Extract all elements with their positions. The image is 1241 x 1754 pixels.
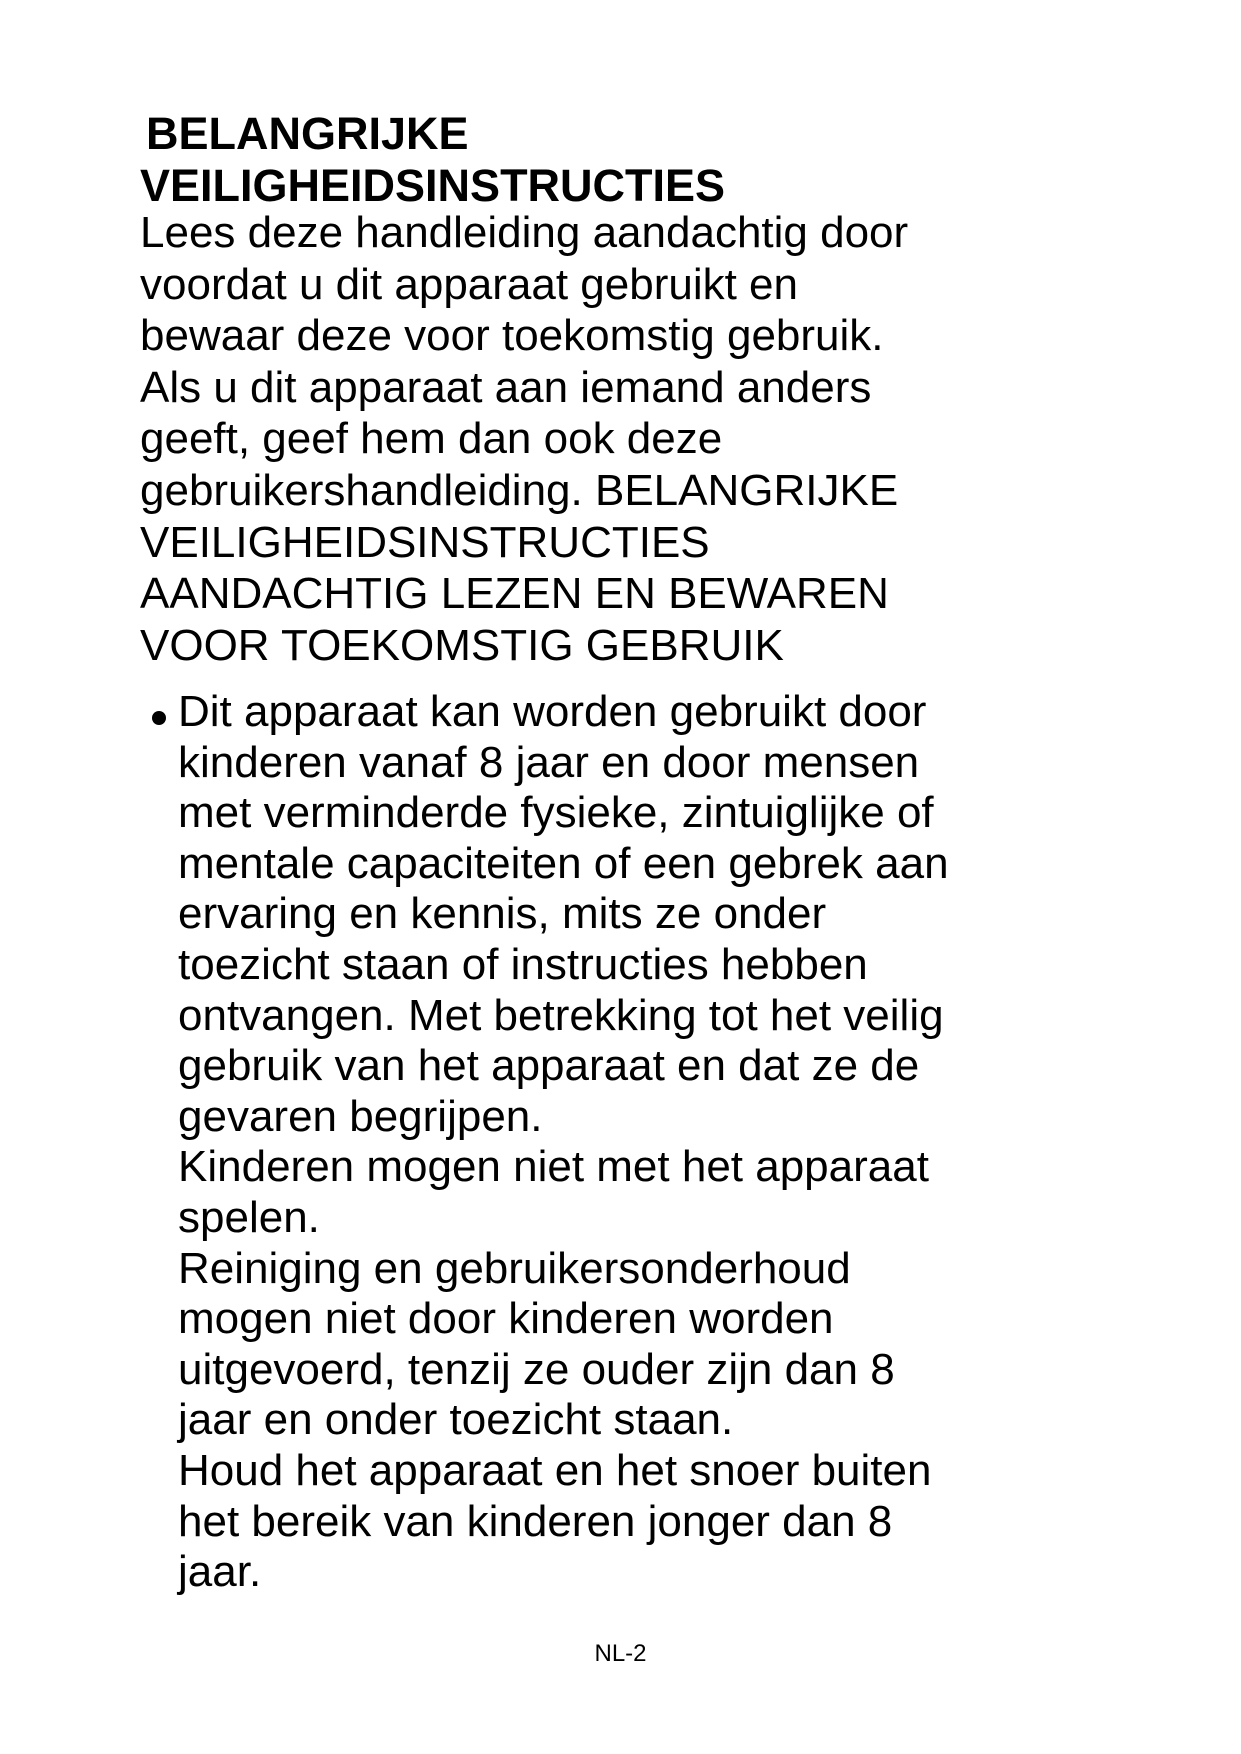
page-number: NL-2 xyxy=(594,1640,647,1667)
bullet-item xyxy=(148,687,1098,1598)
heading-line-1: BELANGRIJKE xyxy=(146,108,469,159)
bullet-paragraph-children-use: Dit apparaat kan worden gebruikt door kinderen vanaf 8 jaar en door mensen met verminderde fysieke, zintuiglijke of mentale capaciteiten of een gebrek aan ervaring en kennis, mits ze onder toezicht staan of instructies hebben ontvangen. Met betrekking tot het veilig gebruik van het apparaat en dat ze de gevaren begrijpen. xyxy=(178,687,949,1141)
intro-paragraph: Lees deze handleiding aandachtig door voordat u dit apparaat gebruikt en bewaar deze voor toekomstig gebruik. Als u dit apparaat aan iemand anders geeft, geef hem dan ook deze gebruikershandleiding. BELANGRIJKE VEILIGHEIDSINSTRUCTIES AANDACHTIG LEZEN EN BEWAREN VOOR TOEKOMSTIG GEBRUIK xyxy=(140,208,909,670)
bullet-paragraph-out-of-reach: Houd het apparaat en het snoer buiten het bereik van kinderen jonger dan 8 jaar. xyxy=(178,1445,932,1597)
bullet-paragraph-cleaning: Reiniging en gebruikersonderhoud mogen niet door kinderen worden uitgevoerd, tenzij ze ouder zijn dan 8 jaar en onder toezicht staan. xyxy=(178,1243,895,1445)
bullet-icon xyxy=(152,711,166,725)
section-heading xyxy=(140,108,1100,212)
bullet-paragraph-no-play: Kinderen mogen niet met het apparaat spelen. xyxy=(178,1142,929,1242)
heading-line-2: VEILIGHEIDSINSTRUCTIES xyxy=(140,160,726,211)
safety-bullet-list xyxy=(148,687,1098,1598)
